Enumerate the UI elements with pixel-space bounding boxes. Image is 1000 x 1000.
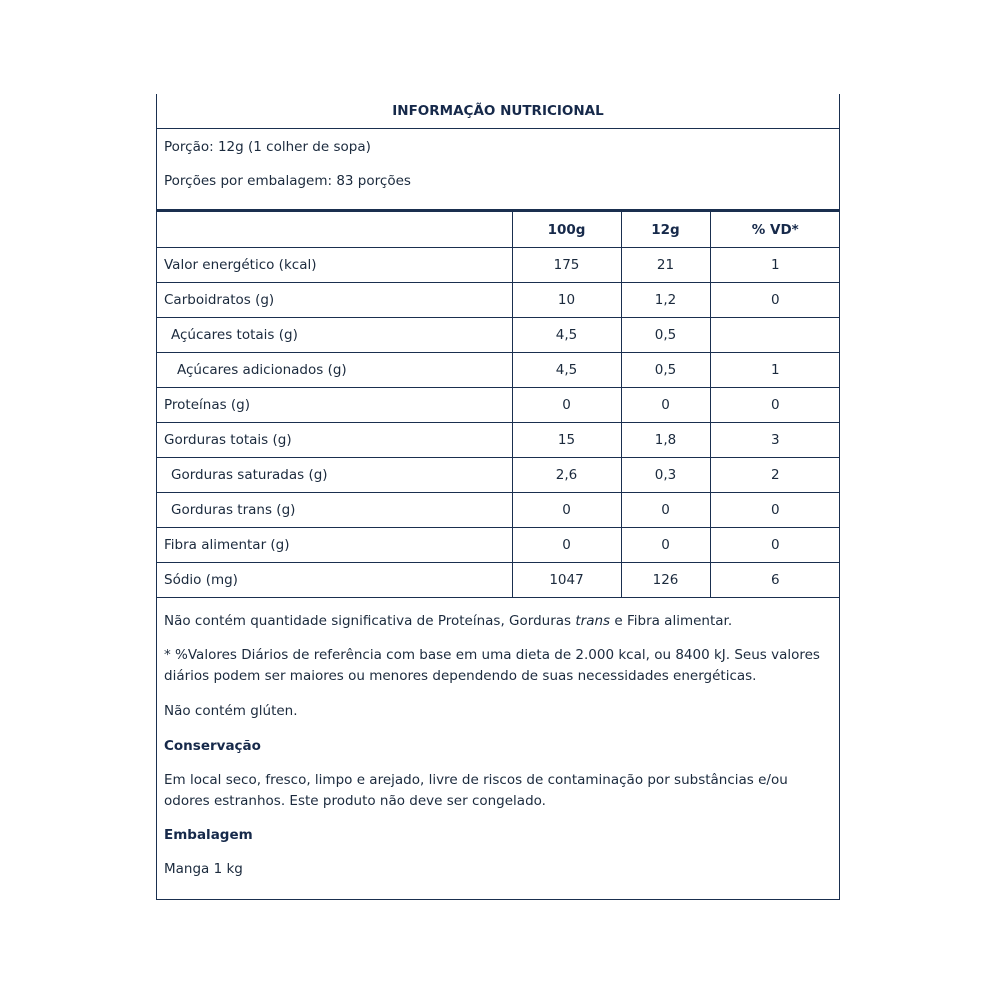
- row-value-100g: 4,5: [512, 353, 621, 388]
- servings-per-package: Porções por embalagem: 83 porções: [164, 173, 411, 189]
- row-value-100g: 10: [512, 283, 621, 318]
- packaging-text: Manga 1 kg: [164, 861, 243, 877]
- row-value-vd: 2: [710, 458, 840, 493]
- nutrition-label: [156, 94, 840, 900]
- row-name: Gorduras trans (g): [157, 493, 512, 528]
- header-cell-vd: % VD*: [710, 212, 840, 248]
- row-value-12g: 0,5: [621, 353, 710, 388]
- row-value-100g: 1047: [512, 563, 621, 598]
- row-value-vd: [710, 318, 840, 353]
- row-value-vd: 1: [710, 248, 840, 283]
- table-row: [157, 318, 840, 353]
- portion-section: [157, 129, 839, 212]
- row-value-100g: 0: [512, 388, 621, 423]
- table-row: [157, 388, 840, 423]
- label-title: INFORMAÇÃO NUTRICIONAL: [157, 94, 839, 129]
- row-value-vd: 3: [710, 423, 840, 458]
- row-value-12g: 126: [621, 563, 710, 598]
- header-cell-100g: 100g: [512, 212, 621, 248]
- row-value-vd: 6: [710, 563, 840, 598]
- row-name: Gorduras saturadas (g): [157, 458, 512, 493]
- not-significant-note: [164, 611, 832, 632]
- row-value-12g: 0,3: [621, 458, 710, 493]
- table-row: [157, 423, 840, 458]
- nutrition-table: [157, 212, 840, 598]
- row-value-vd: 0: [710, 528, 840, 563]
- note-italic: trans: [575, 613, 611, 629]
- row-name: Sódio (mg): [157, 563, 512, 598]
- row-name: Gorduras totais (g): [157, 423, 512, 458]
- row-value-12g: 1,8: [621, 423, 710, 458]
- row-value-100g: 15: [512, 423, 621, 458]
- row-value-100g: 0: [512, 493, 621, 528]
- row-name: Açúcares adicionados (g): [157, 353, 512, 388]
- daily-values-note: * %Valores Diários de referência com base em uma dieta de 2.000 kcal, ou 8400 kJ. Seus valores diários podem ser maiores ou menores dependendo de suas necessidades energéticas.: [164, 647, 820, 684]
- table-row: [157, 563, 840, 598]
- row-value-100g: 2,6: [512, 458, 621, 493]
- row-name: Valor energético (kcal): [157, 248, 512, 283]
- table-header-row: [157, 212, 840, 248]
- row-value-12g: 21: [621, 248, 710, 283]
- conservation-text: Em local seco, fresco, limpo e arejado, livre de riscos de contaminação por substâncias e/ou odores estranhos. Este produto não deve ser congelado.: [164, 772, 788, 809]
- row-name: Açúcares totais (g): [157, 318, 512, 353]
- row-value-vd: 0: [710, 493, 840, 528]
- conservation-heading: Conservação: [164, 738, 261, 754]
- row-name: Carboidratos (g): [157, 283, 512, 318]
- row-value-12g: 0: [621, 388, 710, 423]
- note-suffix: e Fibra alimentar.: [610, 613, 733, 629]
- row-value-12g: 0: [621, 528, 710, 563]
- row-value-12g: 0,5: [621, 318, 710, 353]
- row-name: Proteínas (g): [157, 388, 512, 423]
- row-name: Fibra alimentar (g): [157, 528, 512, 563]
- packaging-heading: Embalagem: [164, 827, 253, 843]
- table-row: [157, 353, 840, 388]
- row-value-vd: 0: [710, 388, 840, 423]
- header-cell-name: [157, 212, 512, 248]
- row-value-12g: 0: [621, 493, 710, 528]
- portion-size: Porção: 12g (1 colher de sopa): [164, 139, 371, 155]
- table-row: [157, 248, 840, 283]
- row-value-100g: 175: [512, 248, 621, 283]
- row-value-12g: 1,2: [621, 283, 710, 318]
- table-row: [157, 528, 840, 563]
- row-value-vd: 1: [710, 353, 840, 388]
- gluten-note: Não contém glúten.: [164, 703, 298, 719]
- row-value-100g: 4,5: [512, 318, 621, 353]
- row-value-vd: 0: [710, 283, 840, 318]
- table-row: [157, 493, 840, 528]
- table-row: [157, 283, 840, 318]
- row-value-100g: 0: [512, 528, 621, 563]
- table-row: [157, 458, 840, 493]
- note-prefix: Não contém quantidade significativa de Proteínas, Gorduras: [164, 613, 576, 629]
- header-cell-12g: 12g: [621, 212, 710, 248]
